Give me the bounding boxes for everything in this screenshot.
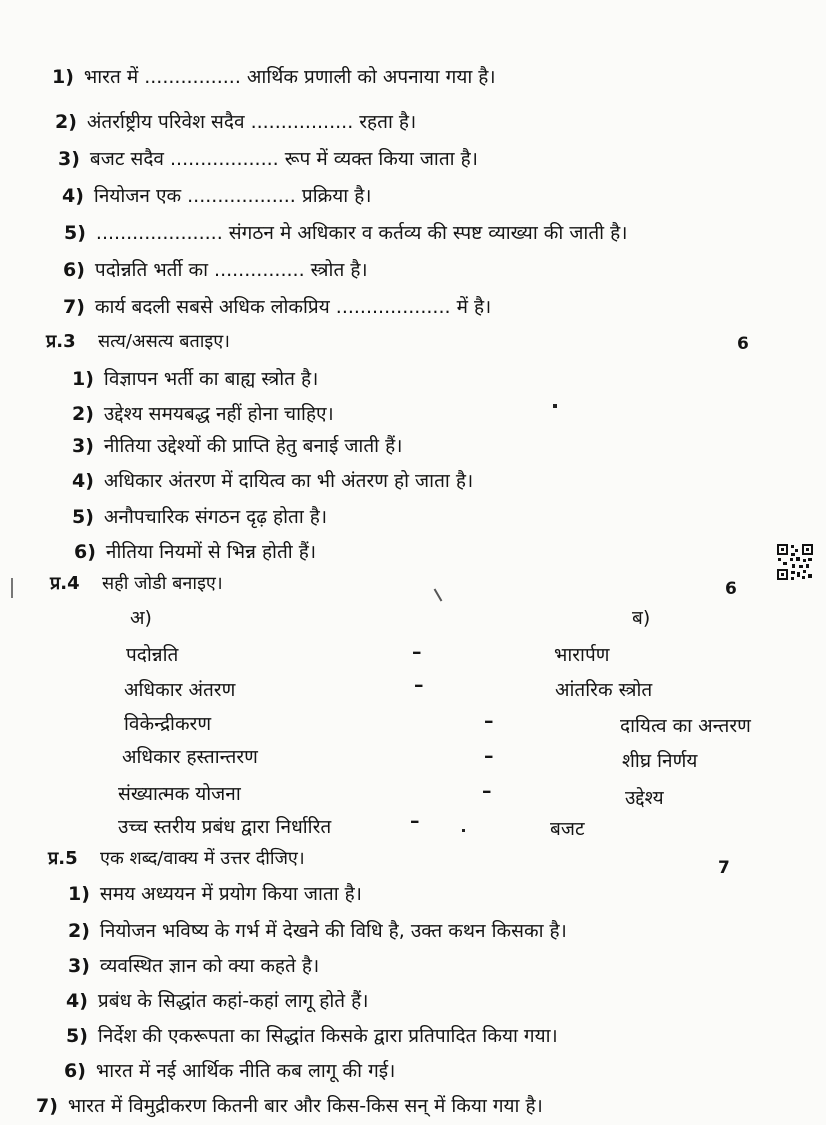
q5-item-6: 6) भारत में नई आर्थिक नीति कब लागू की गई। xyxy=(64,1060,396,1082)
qr-code-icon xyxy=(776,543,814,581)
q4-column-b-header: ब) xyxy=(632,607,651,629)
q4-pair-4-dash: – xyxy=(484,745,494,767)
fill-item-1: 1) भारत में ................ आर्थिक प्रणाली को अपनाया गया है। xyxy=(52,66,496,88)
q4-pair-3-a: विकेन्द्रीकरण xyxy=(124,713,212,735)
q3-item-3: 3) नीतिया उद्देश्यों की प्राप्ति हेतु बनाई जाती हैं। xyxy=(72,435,403,457)
q3-marks: 6 xyxy=(737,334,749,354)
q3-item-6: 6) नीतिया नियमों से भिन्न होती हैं। xyxy=(74,541,317,563)
q4-pair-5-dash: – xyxy=(482,780,492,802)
q4-pair-6-b: बजट xyxy=(550,818,585,840)
q3-item-1: 1) विज्ञापन भर्ती का बाह्य स्त्रोत है। xyxy=(72,368,319,390)
q5-marks: 7 xyxy=(718,858,730,878)
q4-pair-6-a: उच्च स्तरीय प्रबंध द्वारा निर्धारित xyxy=(118,816,332,838)
q4-pair-1-dash: – xyxy=(412,641,422,663)
q4-pair-3-dash: – xyxy=(484,710,494,732)
margin-mark xyxy=(11,578,13,598)
q4-pair-1-b: भारार्पण xyxy=(554,644,610,666)
q3-item-5: 5) अनौपचारिक संगठन दृढ़ होता है। xyxy=(72,506,328,528)
q5-item-7: 7) भारत में विमुद्रीकरण कितनी बार और किस-किस सन् में किया गया है। xyxy=(36,1095,543,1117)
fill-item-4: 4) नियोजन एक .................. प्रक्रिया है। xyxy=(62,185,372,207)
fill-item-7: 7) कार्य बदली सबसे अधिक लोकप्रिय ................... में है। xyxy=(63,296,492,318)
q4-pair-4-b: शीघ्र निर्णय xyxy=(622,750,698,772)
q4-pair-2-a: अधिकार अंतरण xyxy=(124,679,236,701)
q4-pair-2-dash: – xyxy=(414,674,424,696)
fill-item-6: 6) पदोन्नति भर्ती का ............... स्त्रोत है। xyxy=(63,259,368,281)
q3-heading: प्र.3 सत्य/असत्य बताइए। xyxy=(46,331,231,352)
q4-pair-1-a: पदोन्नति xyxy=(126,644,179,666)
q5-item-4: 4) प्रबंध के सिद्धांत कहां-कहां लागू होते हैं। xyxy=(66,990,369,1012)
q5-item-3: 3) व्यवस्थित ज्ञान को क्या कहते है। xyxy=(68,955,320,977)
q5-heading: प्र.5 एक शब्द/वाक्य में उत्तर दीजिए। xyxy=(48,848,305,869)
q5-item-5: 5) निर्देश की एकरूपता का सिद्धांत किसके द्वारा प्रतिपादित किया गया। xyxy=(66,1025,558,1047)
q5-item-1: 1) समय अध्ययन में प्रयोग किया जाता है। xyxy=(68,883,362,905)
q3-item-2: 2) उद्देश्य समयबद्ध नहीं होना चाहिए। xyxy=(72,403,334,425)
scan-speck xyxy=(553,404,557,408)
q4-pair-4-a: अधिकार हस्तान्तरण xyxy=(122,746,258,768)
q4-pair-5-a: संख्यात्मक योजना xyxy=(118,783,241,805)
fill-item-3: 3) बजट सदैव .................. रूप में व्यक्त किया जाता है। xyxy=(58,148,478,170)
q4-marks: 6 xyxy=(725,579,737,599)
q4-pair-3-b: दायित्व का अन्तरण xyxy=(620,715,751,737)
q4-pair-5-b: उद्देश्य xyxy=(625,787,664,809)
scan-speck xyxy=(462,829,465,832)
scan-speck xyxy=(434,588,443,601)
q5-item-2: 2) नियोजन भविष्य के गर्भ में देखने की विधि है, उक्त कथन किसका है। xyxy=(68,920,567,942)
fill-item-5: 5) ..................... संगठन मे अधिकार व कर्तव्य की स्पष्ट व्याख्या की जाती है। xyxy=(64,222,628,244)
q4-pair-2-b: आंतरिक स्त्रोत xyxy=(555,679,653,701)
q4-heading: प्र.4 सही जोडी बनाइए। xyxy=(50,573,223,594)
q3-item-4: 4) अधिकार अंतरण में दायित्व का भी अंतरण हो जाता है। xyxy=(72,470,474,492)
q4-pair-6-dash: – xyxy=(410,810,420,832)
q4-column-a-header: अ) xyxy=(130,607,152,629)
fill-item-2: 2) अंतर्राष्ट्रीय परिवेश सदैव ................. रहता है। xyxy=(55,111,417,133)
